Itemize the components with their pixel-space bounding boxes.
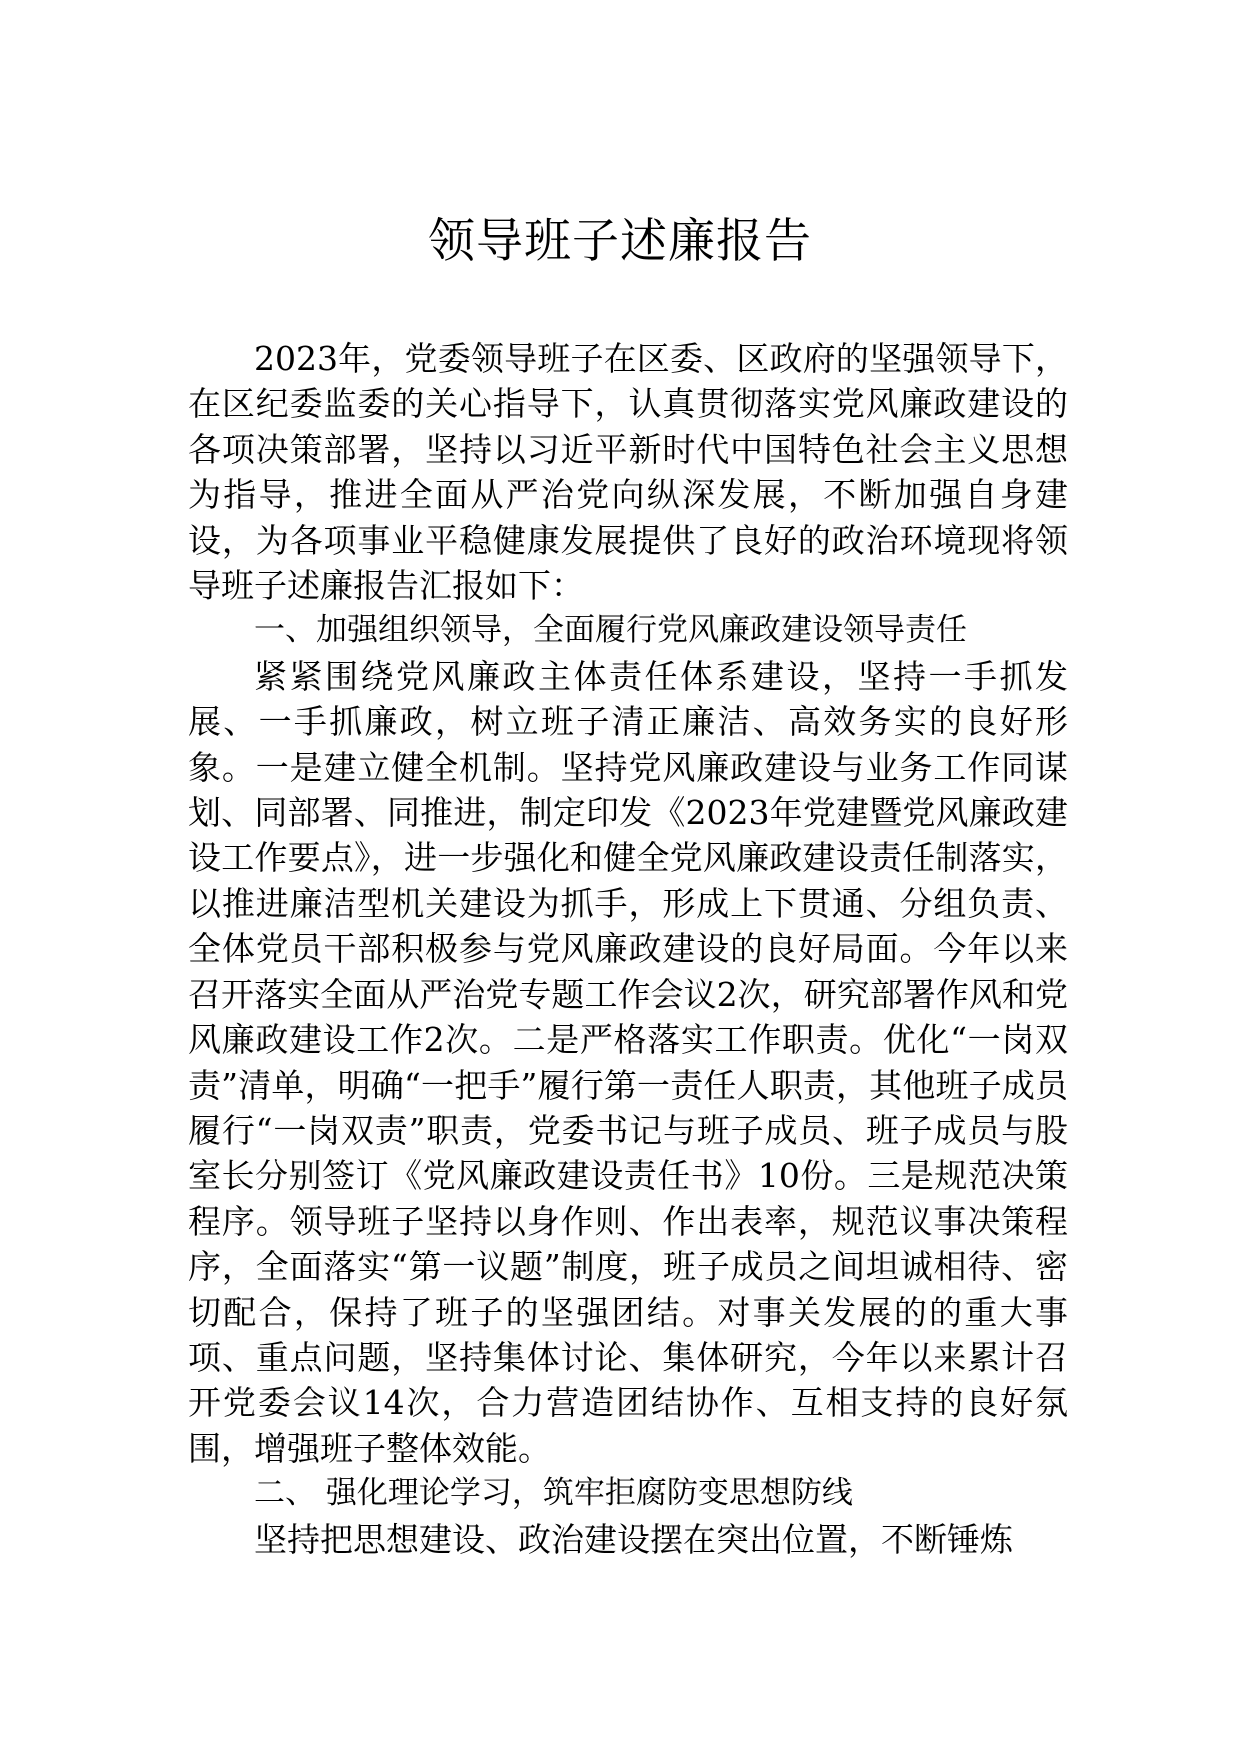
section-heading-1: 一、加强组织领导，全面履行党风廉政建设领导责任	[254, 612, 967, 649]
document-body	[188, 336, 1068, 1562]
section-heading-2: 二、 强化理论学习，筑牢拒腐防变思想防线	[254, 1475, 853, 1512]
intro-paragraph: 2023年，党委领导班子在区委、区政府的坚强领导下，在区纪委监委的关心指导下，认真贯彻落实党风廉政建设的各项决策部署，坚持以习近平新时代中国特色社会主义思想为指导，推进全面从严治党向纵深发展，不断加强自身建设，为各项事业平稳健康发展提供了良好的政治环境现将领导班子述廉报告汇报如下：	[188, 339, 1068, 606]
section-2-paragraph: 坚持把思想建设、政治建设摆在突出位置，不断锤炼	[254, 1519, 1013, 1559]
document-title: 领导班子述廉报告	[428, 214, 812, 269]
section-1-paragraph: 紧紧围绕党风廉政主体责任体系建设，坚持一手抓发展、一手抓廉政，树立班子清正廉洁、高效务实的良好形象。一是建立健全机制。坚持党风廉政建设与业务工作同谋划、同部署、同推进，制定印发《2023年党建暨党风廉政建设工作要点》，进一步强化和健全党风廉政建设责任制落实，以推进廉洁型机关建设为抓手，形成上下贯通、分组负责、全体党员干部积极参与党风廉政建设的良好局面。今年以来召开落实全面从严治党专题工作会议2次，研究部署作风和党风廉政建设工作2次。二是严格落实工作职责。优化“一岗双责”清单，明确“一把手”履行第一责任人职责，其他班子成员履行“一岗双责”职责，党委书记与班子成员、班子成员与股室长分别签订《党风廉政建设责任书》10份。三是规范决策程序。领导班子坚持以身作则、作出表率，规范议事决策程序，全面落实“第一议题”制度，班子成员之间坦诚相待、密切配合，保持了班子的坚强团结。对事关发展的的重大事项、重点问题，坚持集体讨论、集体研究，今年以来累计召开党委会议14次，合力营造团结协作、互相支持的良好氛围，增强班子整体效能。	[188, 656, 1068, 1468]
